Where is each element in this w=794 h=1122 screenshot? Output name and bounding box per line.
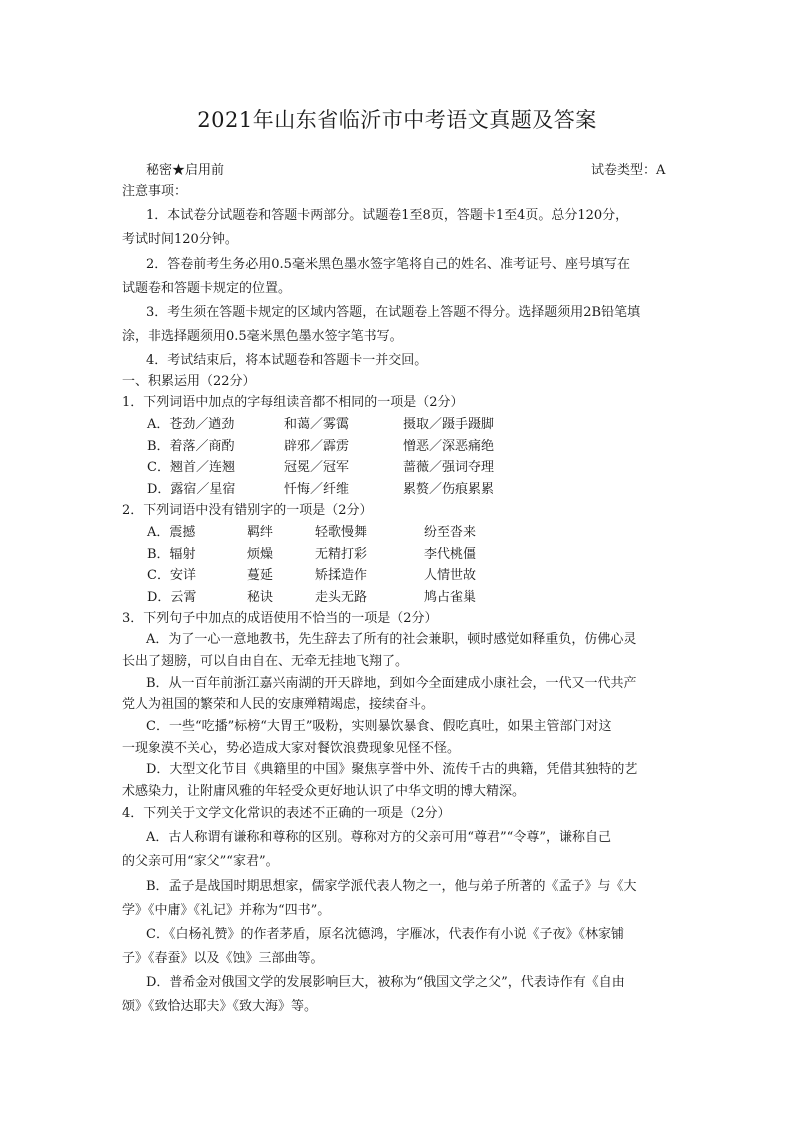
q2-option: 蔓延	[247, 568, 274, 583]
q2-option: 羁绊	[247, 525, 274, 540]
question-line: 子》《春蚕》以及《蚀》三部曲等。	[122, 951, 324, 966]
question-line: 长出了翅膀，可以自由自在、无牵无挂地飞翔了。	[122, 654, 409, 669]
question-stem: 4．下列关于文学文化常识的表述不正确的一项是（2分）	[122, 806, 451, 821]
q2-option: C．安详	[147, 568, 196, 583]
q1-option: A．苍劲／遒劲	[147, 417, 235, 432]
notice-line: 3．考生须在答题卡规定的区域内答题，在试题卷上答题不得分。选择题须用2B铅笔填	[146, 305, 641, 320]
q2-option: 鸠占雀巢	[424, 590, 477, 605]
question-line: B．从一百年前浙江嘉兴南湖的开天辟地，到如今全面建成小康社会，一代又一代共产	[146, 676, 637, 691]
q2-option: 人情世故	[424, 568, 477, 583]
notice-line: 试题卷和答题卡规定的位置。	[122, 281, 292, 296]
notice-heading: 注意事项：	[122, 184, 188, 199]
question-line: D．大型文化节目《典籍里的中国》聚焦享誉中外、流传千古的典籍，凭借其独特的艺	[146, 762, 638, 777]
q2-option: 纷至沓来	[424, 525, 477, 540]
q2-option: 秘诀	[247, 590, 274, 605]
question-line: 的父亲可用“家父”“家君”。	[122, 854, 279, 869]
notice-line: 2．答卷前考生务必用0.5毫米黑色墨水签字笔将自己的姓名、准考证号、座号填写在	[146, 257, 630, 272]
question-line: 颂》《致恰达耶夫》《致大海》等。	[122, 999, 318, 1014]
q1-option: 冠冕／冠军	[284, 460, 350, 475]
q2-option: B．辐射	[147, 547, 196, 562]
q1-option: 累赘／伤痕累累	[403, 482, 495, 497]
notice-line: 涂，非选择题须用0.5毫米黑色墨水签字笔书写。	[122, 329, 403, 344]
q1-option: 辟邪／霹雳	[284, 439, 350, 454]
notice-line: 4．考试结束后，将本试题卷和答题卡一并交回。	[146, 353, 428, 368]
q1-option: 和蔼／雾霭	[284, 417, 350, 432]
question-line: A．为了一心一意地教书，先生辞去了所有的社会兼职，顿时感觉如释重负，仿佛心灵	[146, 632, 637, 647]
q2-option: 走头无路	[315, 590, 368, 605]
q1-option: 蔷薇／强词夺理	[403, 460, 495, 475]
question-line: C．一些“吃播”标榜“大胃王”吸粉，实则暴饮暴食、假吃真吐，如果主管部门对这	[146, 719, 612, 734]
q2-option: 烦燥	[247, 547, 274, 562]
q1-option: D．露宿／星宿	[147, 482, 236, 497]
question-line: C．《白杨礼赞》的作者茅盾，原名沈德鸿，字雁冰，代表作有小说《子夜》《林家铺	[146, 927, 624, 942]
q2-option: 矫揉造作	[315, 568, 368, 583]
question-line: 学》《中庸》《礼记》并称为“四书”。	[122, 903, 331, 918]
question-line: B．孟子是战国时期思想家，儒家学派代表人物之一，他与弟子所著的《孟子》与《大	[146, 879, 637, 894]
q2-option: 轻歌慢舞	[315, 525, 368, 540]
question-stem: 3．下列句子中加点的成语使用不恰当的一项是（2分）	[122, 611, 438, 626]
question-line: D．普希金对俄国文学的发展影响巨大，被称为“俄国文学之父”，代表诗作有《自由	[146, 975, 625, 990]
question-line: 一现象漠不关心，势必造成大家对餐饮浪费现象见怪不怪。	[122, 741, 461, 756]
q1-option: 憎恶／深恶痛绝	[403, 439, 495, 454]
question-line: 党人为祖国的繁荣和人民的安康殚精竭虑，接续奋斗。	[122, 697, 435, 712]
q1-option: 忏悔／纤维	[284, 482, 350, 497]
q1-option: B．着落／商酌	[147, 439, 235, 454]
question-stem: 1．下列词语中加点的字每组读音都不相同的一项是（2分）	[122, 395, 464, 410]
page-title: 2021年山东省临沂市中考语文真题及答案	[197, 108, 597, 132]
secret-label: 秘密★启用前	[146, 163, 225, 178]
q2-option: 李代桃僵	[424, 547, 477, 562]
notice-line: 考试时间120分钟。	[122, 232, 238, 247]
q1-option: 摄取／蹑手蹑脚	[403, 417, 495, 432]
q2-option: 无精打彩	[315, 547, 368, 562]
question-stem: 2．下列词语中没有错别字的一项是（2分）	[122, 503, 373, 518]
notice-line: 1．本试卷分试题卷和答题卡两部分。试题卷1至8页，答题卡1至4页。总分120分，	[146, 208, 629, 223]
q1-option: C．翘首／连翘	[147, 460, 235, 475]
paper-type-label: 试卷类型：A	[591, 163, 666, 178]
question-line: A．古人称谓有谦称和尊称的区别。尊称对方的父亲可用“尊君”“令尊”，谦称自己	[146, 830, 611, 845]
q2-option: A．震撼	[147, 525, 196, 540]
q2-option: D．云霄	[147, 590, 197, 605]
section-heading: 一、积累运用（22分）	[122, 374, 256, 389]
question-line: 术感染力，让附庸风雅的年轻受众更好地认识了中华文明的博大精深。	[122, 784, 526, 799]
